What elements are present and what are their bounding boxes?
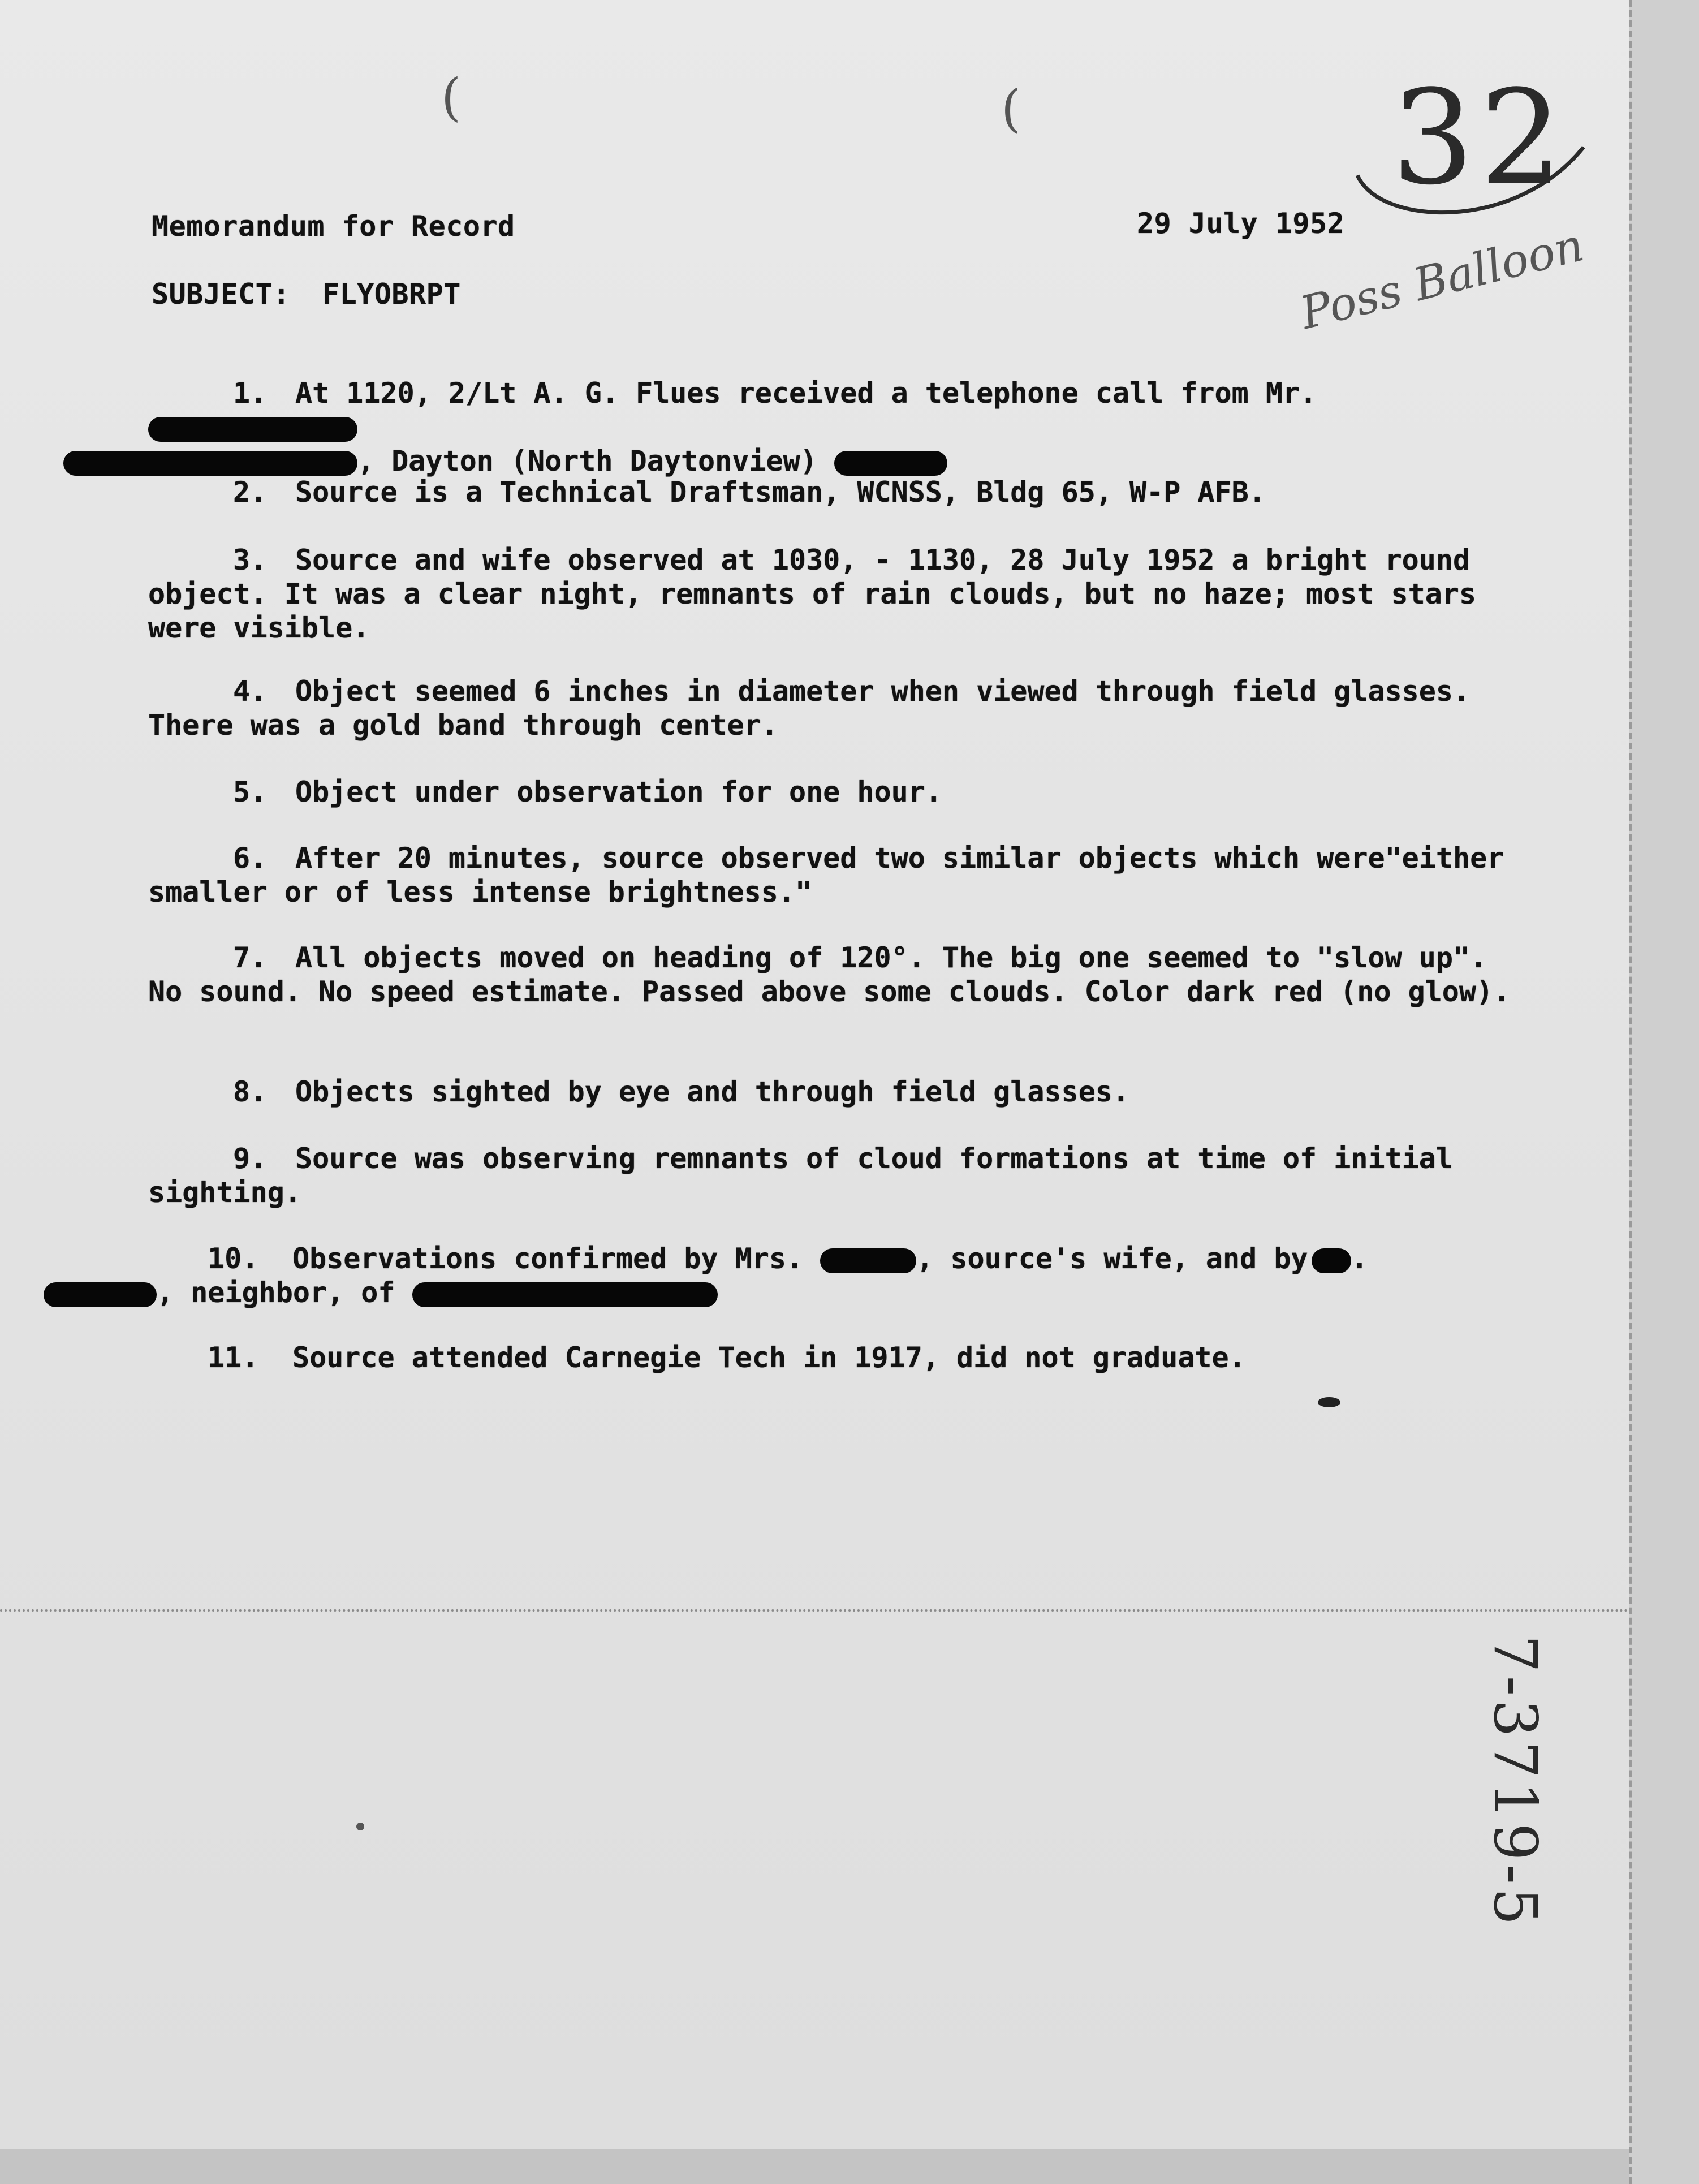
page-number-underline (1346, 113, 1595, 238)
paragraph-number: 8. (233, 1075, 268, 1108)
redaction-bar (63, 451, 357, 476)
redaction-bar (820, 1248, 916, 1273)
scan-mark-paren-right: ( (1001, 79, 1021, 139)
redaction-bar (412, 1282, 718, 1307)
paragraph-text: Source attended Carnegie Tech in 1917, did not graduate. (292, 1341, 1246, 1374)
paragraph-number: 9. (233, 1142, 268, 1175)
paragraph-8 (148, 1075, 1528, 1109)
redaction-bar (44, 1282, 157, 1307)
paragraph-6 (148, 841, 1528, 909)
paragraph-4 (148, 674, 1528, 742)
paragraph-text: Object seemed 6 inches in diameter when viewed through field glasses. There was a gold band through center. (148, 675, 1471, 742)
paragraph-text: . (1351, 1242, 1368, 1275)
paragraph-number: 1. (233, 377, 268, 410)
scan-mark-paren-left: ( (441, 68, 462, 127)
scan-speck (356, 1823, 364, 1830)
memo-title: Memorandum for Record (152, 210, 515, 243)
scan-fold-line (0, 1609, 1629, 1612)
handwritten-margin-note: Poss Balloon (1295, 218, 1589, 340)
paragraph-text: All objects moved on heading of 120°. The big one seemed to "slow up". No sound. No speed estimate. Passed above some clouds. Color dark red (no glow). (148, 941, 1511, 1008)
paragraph-text: , neighbor, of (157, 1276, 395, 1309)
memo-date: 29 July 1952 (1137, 207, 1345, 240)
handwritten-file-number: 7-3719-5 (1481, 1635, 1550, 1929)
paragraph-number: 2. (233, 476, 268, 509)
paragraph-text: Objects sighted by eye and through field glasses. (295, 1075, 1130, 1108)
paragraph-number: 10. (208, 1242, 259, 1275)
redaction-bar (834, 451, 947, 476)
paragraph-text: After 20 minutes, source observed two similar objects which were"either smaller or of less intense brightness." (148, 842, 1504, 908)
paragraph-text: , Dayton (North Daytonview) (357, 445, 817, 477)
paragraph-number: 6. (233, 842, 268, 875)
paragraph-number: 11. (208, 1341, 259, 1374)
paragraph-text: Source is a Technical Draftsman, WCNSS, Bldg 65, W-P AFB. (295, 476, 1266, 509)
scan-bottom-strip (0, 2149, 1629, 2184)
paragraph-1 (148, 376, 1528, 478)
paragraph-text: Object under observation for one hour. (295, 776, 942, 808)
redaction-bar (148, 417, 357, 442)
redaction-bar (1312, 1248, 1351, 1273)
scan-edge-strip (1629, 0, 1699, 2184)
scan-speck (1318, 1397, 1340, 1407)
paragraph-number: 4. (233, 675, 268, 708)
paragraph-number: 3. (233, 544, 268, 576)
paragraph-text: , source's wife, and by (916, 1242, 1308, 1275)
paragraph-text: At 1120, 2/Lt A. G. Flues received a telephone call from Mr. (295, 377, 1317, 410)
subject-label: SUBJECT: (152, 278, 290, 311)
paragraph-9 (148, 1141, 1528, 1209)
paragraph-2 (148, 475, 1528, 509)
paragraph-number: 7. (233, 941, 268, 974)
handwritten-page-number: 32 (1391, 63, 1568, 214)
paragraph-text: Source was observing remnants of cloud formations at time of initial sighting. (148, 1142, 1453, 1209)
paragraph-3 (148, 543, 1528, 645)
paragraph-text: Observations confirmed by Mrs. (292, 1242, 804, 1275)
paragraph-11 (126, 1341, 1506, 1375)
paragraph-10 (126, 1242, 1506, 1309)
subject-value: FLYOBRPT (322, 278, 461, 311)
paragraph-number: 5. (233, 776, 268, 808)
paragraph-7 (148, 941, 1528, 1009)
paragraph-text: Source and wife observed at 1030, - 1130, 28 July 1952 a bright round object. It was a clear night, remnants of rain clouds, but no haze; most stars were visible. (148, 544, 1476, 644)
paragraph-5 (148, 775, 1528, 809)
